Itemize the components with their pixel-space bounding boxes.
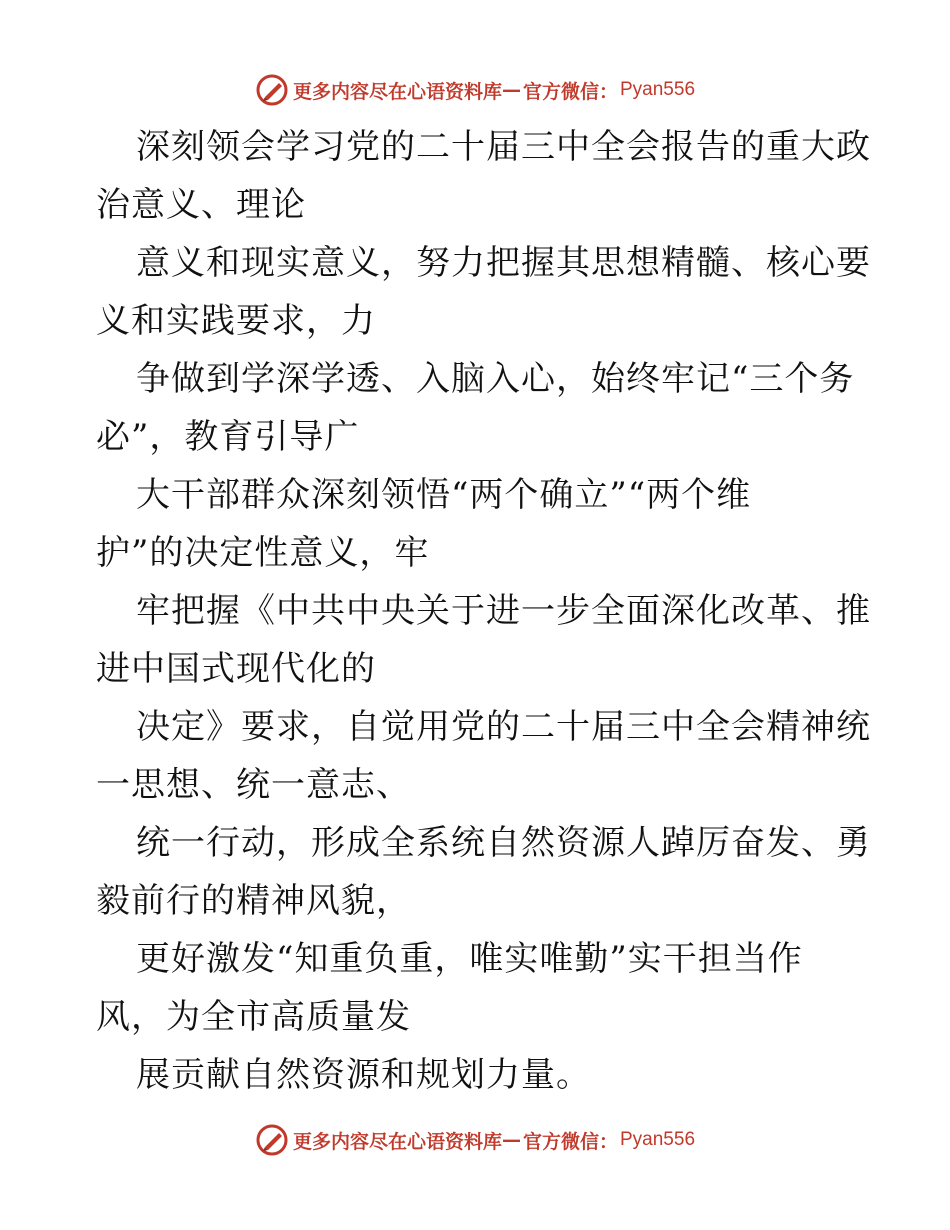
- header-wechat-id: Pyan556: [620, 79, 696, 100]
- body-line: 风，为全市高质量发: [96, 997, 411, 1037]
- pen-logo-icon: [255, 1123, 289, 1157]
- footer-wechat-label: 官方微信：: [522, 1130, 618, 1153]
- body-line: 牢把握《中共中央关于进一步全面深化改革、推: [136, 591, 871, 631]
- body-line: 毅前行的精神风貌，: [96, 881, 411, 921]
- body-line: 深刻领会学习党的二十届三中全会报告的重大政: [136, 127, 871, 167]
- header-watermark: [0, 70, 950, 110]
- body-line: 更好激发“知重负重，唯实唯勤”实干担当作: [136, 939, 803, 979]
- body-line: 护”的决定性意义，牢: [96, 533, 430, 573]
- document-body: [96, 118, 871, 1104]
- body-line: 必”，教育引导广: [96, 417, 360, 457]
- body-line: 决定》要求，自觉用党的二十届三中全会精神统: [136, 707, 871, 747]
- body-line: 争做到学深学透、入脑入心，始终牢记“三个务: [136, 359, 855, 399]
- body-line: 进中国式现代化的: [96, 649, 376, 689]
- header-wechat-label: 官方微信：: [522, 80, 618, 103]
- pen-logo-icon: [255, 73, 289, 107]
- body-line: 展贡献自然资源和规划力量。: [136, 1055, 591, 1095]
- footer-watermark: [0, 1120, 950, 1160]
- body-line: 大干部群众深刻领悟“两个确立”“两个维: [136, 475, 752, 515]
- footer-brand: 更多内容尽在心语资料库: [292, 1130, 502, 1153]
- header-dash: —: [501, 79, 521, 101]
- body-line: 统一行动，形成全系统自然资源人踔厉奋发、勇: [136, 823, 871, 863]
- footer-dash: —: [501, 1129, 521, 1151]
- body-line: 意义和现实意义，努力把握其思想精髓、核心要: [136, 243, 871, 283]
- body-line: 治意义、理论: [96, 185, 306, 225]
- body-line: 义和实践要求，力: [96, 301, 376, 341]
- footer-wechat-id: Pyan556: [620, 1129, 696, 1150]
- header-brand: 更多内容尽在心语资料库: [292, 80, 502, 103]
- body-line: 一思想、统一意志、: [96, 765, 411, 805]
